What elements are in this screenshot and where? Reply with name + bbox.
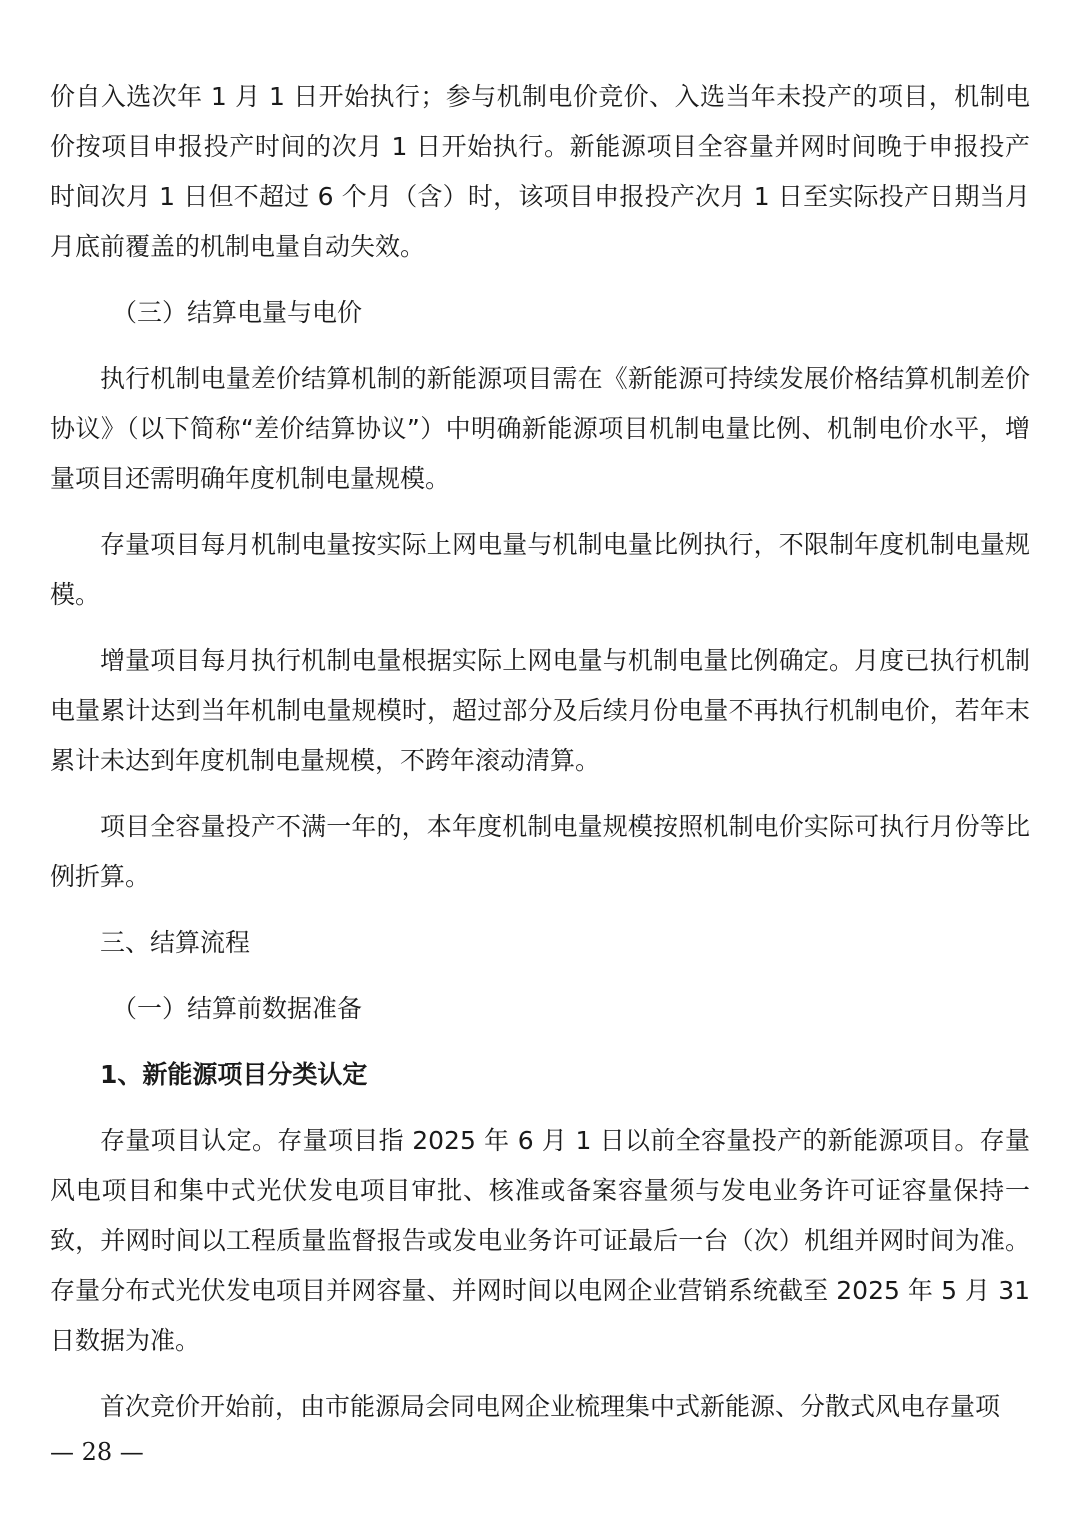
paragraph-incremental-projects: 增量项目每月执行机制电量根据实际上网电量与机制电量比例确定。月度已执行机制电量累计达到当年机制电量规模时，超过部分及后续月份电量不再执行机制电价，若年末累计未达到年度机制电量规模，不跨年滚动清算。 [50, 646, 1030, 775]
page-number: — 28 — [50, 1438, 144, 1466]
spacer [50, 272, 1030, 288]
spacer [50, 786, 1030, 802]
section-heading-data-prep: （一）结算前数据准备 [112, 994, 363, 1023]
document-body [50, 72, 1030, 1432]
paragraph-partial-year: 项目全容量投产不满一年的，本年度机制电量规模按照机制电价实际可执行月份等比例折算。 [50, 812, 1030, 891]
section-heading-classification: 1、新能源项目分类认定 [100, 1060, 368, 1089]
spacer [50, 1100, 1030, 1116]
section-heading-process: 三、结算流程 [100, 928, 251, 957]
spacer [50, 338, 1030, 354]
paragraph-existing-definition: 存量项目认定。存量项目指 2025 年 6 月 1 日以前全容量投产的新能源项目。存量风电项目和集中式光伏发电项目审批、核准或备案容量须与发电业务许可证容量保持一致，并网时间以工程质量监督报告或发电业务许可证最后一台（次）机组并网时间为准。存量分布式光伏发电项目并网容量、并网时间以电网企业营销系统截至 2025 年 5 月 31 日数据为准。 [50, 1126, 1030, 1355]
spacer [50, 902, 1030, 918]
section-heading-settlement-price: （三）结算电量与电价 [112, 298, 363, 327]
spacer [50, 504, 1030, 520]
spacer [50, 620, 1030, 636]
spacer [50, 1034, 1030, 1050]
paragraph-agreement: 执行机制电量差价结算机制的新能源项目需在《新能源可持续发展价格结算机制差价协议》（以下简称“差价结算协议”）中明确新能源项目机制电量比例、机制电价水平，增量项目还需明确年度机制电量规模。 [50, 364, 1030, 493]
paragraph-existing-projects: 存量项目每月机制电量按实际上网电量与机制电量比例执行，不限制年度机制电量规模。 [50, 530, 1030, 609]
spacer [50, 968, 1030, 984]
paragraph-effective-date: 价自入选次年 1 月 1 日开始执行；参与机制电价竞价、入选当年未投产的项目，机制电价按项目申报投产时间的次月 1 日开始执行。新能源项目全容量并网时间晚于申报投产时间次月 1 日但不超过 6 个月（含）时，该项目申报投产次月 1 日至实际投产日期当月月底前覆盖的机制电量自动失效。 [50, 82, 1030, 261]
spacer [50, 1366, 1030, 1382]
paragraph-first-bidding: 首次竞价开始前，由市能源局会同电网企业梳理集中式新能源、分散式风电存量项 [100, 1392, 1001, 1421]
